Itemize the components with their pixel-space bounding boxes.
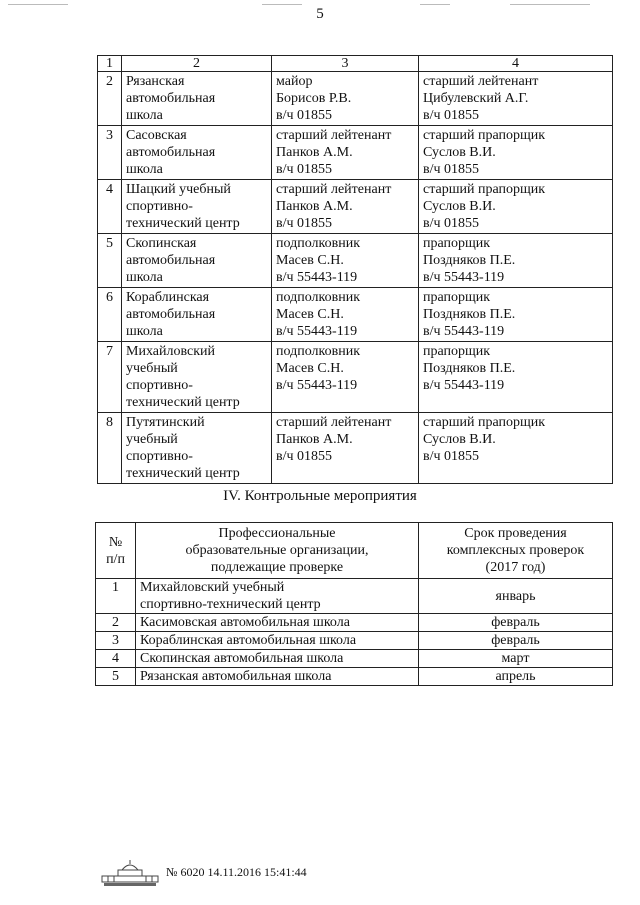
assistant-cell [419,288,613,342]
cell-line: майор [276,74,313,89]
cell-line: Сасовская [126,128,187,143]
cell-line: старший лейтенант [276,415,392,430]
cell-line: старший прапорщик [423,415,546,430]
row-number: 8 [98,413,122,484]
organization-cell [122,180,272,234]
table-row [96,650,613,668]
cell-line: Поздняков П.Е. [423,361,516,376]
assistant-cell [419,72,613,126]
responsible-officer-cell [272,234,419,288]
responsible-officer-cell [272,72,419,126]
cell-line: в/ч 01855 [423,449,480,464]
cell-line: старший прапорщик [423,182,546,197]
cell-line: Рязанская автомобильная школа [140,669,332,684]
header-row [98,56,613,72]
cell-line: Скопинская автомобильная школа [140,651,344,666]
header-cell: 2 [122,56,272,72]
table-row [96,579,613,614]
cell-line: Рязанская [126,74,185,89]
cell-line: прапорщик [423,344,491,359]
row-number: 7 [98,342,122,413]
header-term [419,523,613,579]
cell-line: Панков А.М. [276,432,353,447]
cell-line: подполковник [276,236,360,251]
cell-line: в/ч 01855 [423,162,480,177]
row-number: 3 [98,126,122,180]
cell-line: учебный [126,432,178,447]
row-number: 4 [98,180,122,234]
cell-line: Кораблинская автомобильная школа [140,633,357,648]
inspections-table-body [96,579,613,686]
cell-line: в/ч 55443-119 [276,324,358,339]
cell-line: школа [126,270,163,285]
registration-stamp: № 6020 14.11.2016 15:41:44 [166,865,307,879]
inspection-month: январь [419,579,613,614]
organization-cell [122,288,272,342]
cell-line: в/ч 01855 [423,108,480,123]
row-number: 6 [98,288,122,342]
organization-cell [122,72,272,126]
cell-line: Масев С.Н. [276,253,344,268]
cell-line: Суслов В.И. [423,199,496,214]
header-line: № [108,534,123,550]
cell-line: подполковник [276,344,360,359]
organization-cell [136,579,419,614]
cell-line: автомобильная [126,253,216,268]
header-cell: 4 [419,56,613,72]
responsible-officer-cell [272,288,419,342]
header-row [96,523,613,579]
cell-line: автомобильная [126,91,216,106]
cell-line: Масев С.Н. [276,361,344,376]
table-row [98,234,613,288]
assistant-cell [419,180,613,234]
cell-line: в/ч 55443-119 [423,378,505,393]
cell-line: Цибулевский А.Г. [423,91,529,106]
header-line: п/п [106,551,125,567]
responsible-officer-cell [272,180,419,234]
header-line: комплексных проверок [446,543,585,558]
cell-line: в/ч 55443-119 [276,270,358,285]
cell-line: Скопинская [126,236,197,251]
cell-line: Поздняков П.Е. [423,307,516,322]
table-row [98,126,613,180]
table-row [98,342,613,413]
table-row [98,180,613,234]
organization-cell [122,234,272,288]
cell-line: Масев С.Н. [276,307,344,322]
table-row [98,288,613,342]
cell-line: технический центр [126,466,240,481]
row-number: 3 [96,632,136,650]
cell-line: подполковник [276,290,360,305]
assistant-cell [419,342,613,413]
header-line: Срок проведения [464,526,567,541]
row-number: 1 [96,579,136,614]
assistant-cell [419,234,613,288]
assignments-table [97,55,613,484]
cell-line: в/ч 01855 [423,216,480,231]
cell-line: спортивно- [126,199,193,214]
header-num [96,523,136,579]
cell-line: в/ч 55443-119 [423,270,505,285]
cell-line: старший лейтенант [423,74,539,89]
inspection-month: февраль [419,632,613,650]
organization-cell [136,632,419,650]
cell-line: школа [126,108,163,123]
organization-cell [136,668,419,686]
cell-line: в/ч 55443-119 [423,324,505,339]
cell-line: старший лейтенант [276,128,392,143]
cell-line: Михайловский [126,344,215,359]
cell-line: старший прапорщик [423,128,546,143]
cell-line: Касимовская автомобильная школа [140,615,350,630]
cell-line: Борисов Р.В. [276,91,352,106]
row-number: 5 [96,668,136,686]
building-logo-icon [100,858,160,888]
organization-cell [122,126,272,180]
header-org [136,523,419,579]
cell-line: старший лейтенант [276,182,392,197]
cell-line: Шацкий учебный [126,182,231,197]
page-number: 5 [316,6,324,22]
organization-cell [136,614,419,632]
organization-cell [122,413,272,484]
cell-line: Суслов В.И. [423,145,496,160]
row-number: 2 [96,614,136,632]
cell-line: технический центр [126,395,240,410]
inspection-month: февраль [419,614,613,632]
cell-line: Суслов В.И. [423,432,496,447]
cell-line: в/ч 01855 [276,162,333,177]
table-row [98,72,613,126]
header-line: образовательные организации, [185,543,369,558]
header-line: (2017 год) [485,560,546,575]
cell-line: спортивно- [126,378,193,393]
cell-line: автомобильная [126,145,216,160]
organization-cell [122,342,272,413]
cell-line: прапорщик [423,236,491,251]
cell-line: в/ч 01855 [276,108,333,123]
cell-line: Поздняков П.Е. [423,253,516,268]
cell-line: Путятинский [126,415,205,430]
row-number: 4 [96,650,136,668]
cell-line: в/ч 55443-119 [276,378,358,393]
organization-cell [136,650,419,668]
inspections-table [95,522,613,686]
cell-line: учебный [126,361,178,376]
header-line: подлежащие проверке [210,560,344,575]
responsible-officer-cell [272,126,419,180]
table-row [98,413,613,484]
assistant-cell [419,126,613,180]
section-heading: IV. Контрольные мероприятия [223,488,417,504]
responsible-officer-cell [272,413,419,484]
cell-line: спортивно- [126,449,193,464]
header-cell: 1 [98,56,122,72]
cell-line: Панков А.М. [276,199,353,214]
cell-line: Панков А.М. [276,145,353,160]
cell-line: спортивно-технический центр [140,597,321,612]
row-number: 5 [98,234,122,288]
table-row [96,614,613,632]
table-row [96,632,613,650]
cell-line: школа [126,324,163,339]
row-number: 2 [98,72,122,126]
header-cell: 3 [272,56,419,72]
cell-line: в/ч 01855 [276,216,333,231]
inspection-month: март [419,650,613,668]
cell-line: прапорщик [423,290,491,305]
table-row [96,668,613,686]
inspection-month: апрель [419,668,613,686]
cell-line: в/ч 01855 [276,449,333,464]
cell-line: автомобильная [126,307,216,322]
cell-line: школа [126,162,163,177]
cell-line: Михайловский учебный [140,580,285,595]
assignments-table-body [98,72,613,484]
cell-line: технический центр [126,216,240,231]
header-line: Профессиональные [218,526,336,541]
cell-line: Кораблинская [126,290,210,305]
responsible-officer-cell [272,342,419,413]
assistant-cell [419,413,613,484]
